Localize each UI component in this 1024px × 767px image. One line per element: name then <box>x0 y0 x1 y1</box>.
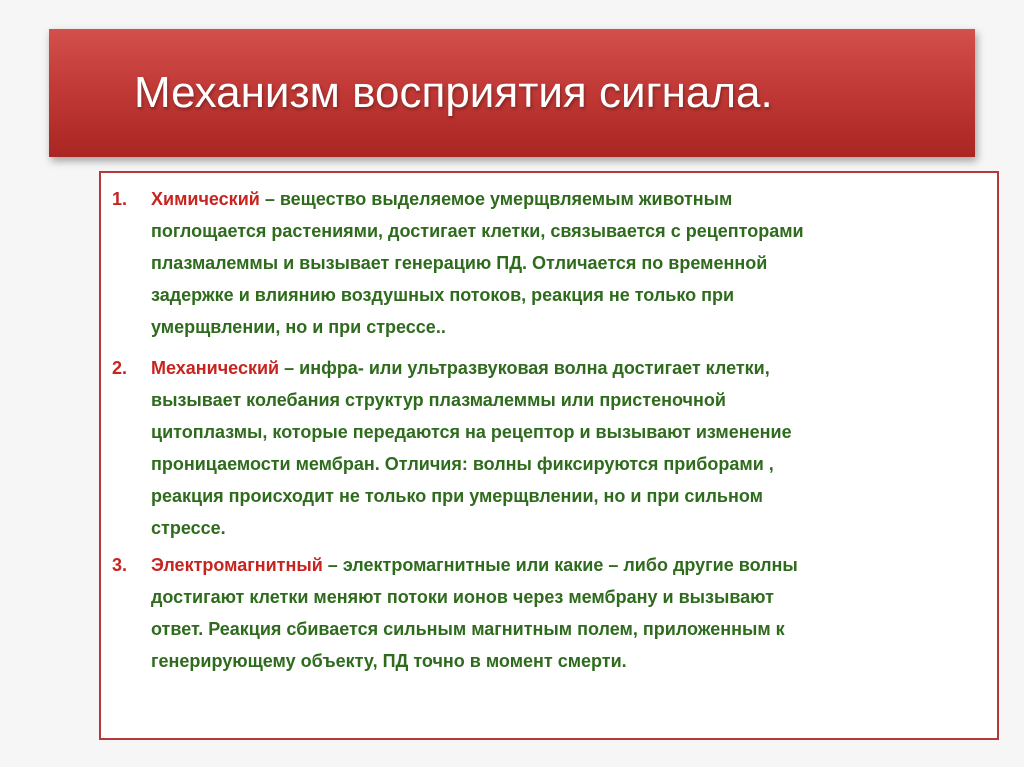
list-item-line <box>151 352 981 384</box>
list-item-line: реакция происходит не только при умерщвлении, но и при сильном <box>151 486 763 506</box>
list-item-line-text: вещество выделяемое умерщвляемым животным <box>279 189 733 209</box>
list-item-line: вызывает колебания структур плазмалеммы или пристеночной <box>151 390 726 410</box>
list-item-line: плазмалеммы и вызывает генерацию ПД. Отличается по временной <box>151 253 768 273</box>
list-item-line: генерирующему объекту, ПД точно в момент смерти. <box>151 651 627 671</box>
list-item-number: 2. <box>112 358 128 378</box>
list-item-text <box>151 549 981 677</box>
list-item-line: поглощается растениями, достигает клетки, связывается с рецепторами <box>151 221 804 241</box>
content-box <box>99 171 999 740</box>
list-item-line-text: электромагнитные или какие – либо другие волны <box>342 555 798 575</box>
title-bar <box>49 29 975 157</box>
list-item-dash: – <box>259 189 280 209</box>
list-item-line-text: инфра- или ультразвуковая волна достигает клетки, <box>299 358 770 378</box>
list-item-line: задержке и влиянию воздушных потоков, реакция не только при <box>151 285 735 305</box>
list-item-line: цитоплазмы, которые передаются на рецептор и вызывают изменение <box>151 422 792 442</box>
list-item-text <box>151 183 981 343</box>
list-item-number: 3. <box>112 555 128 575</box>
list-item-number: 1. <box>112 189 128 209</box>
list-item-dash: – <box>322 555 343 575</box>
list-item-line: умерщвлении, но и при стрессе.. <box>151 317 446 337</box>
list-item-term: Химический <box>151 189 260 209</box>
slide-title: Механизм восприятия сигнала. <box>134 68 773 117</box>
list-item-line <box>151 183 981 215</box>
list-item-term: Механический <box>151 358 280 378</box>
list-item-text <box>151 352 981 544</box>
list-item-line: достигают клетки меняют потоки ионов через мембрану и вызывают <box>151 587 774 607</box>
list-item-line: ответ. Реакция сбивается сильным магнитным полем, приложенным к <box>151 619 785 639</box>
list-item-line <box>151 549 981 581</box>
list-item-dash: – <box>279 358 300 378</box>
list-item-line: стрессе. <box>151 518 226 538</box>
list-item-line: проницаемости мембран. Отличия: волны фиксируются приборами , <box>151 454 774 474</box>
list-item-term: Электромагнитный <box>151 555 323 575</box>
